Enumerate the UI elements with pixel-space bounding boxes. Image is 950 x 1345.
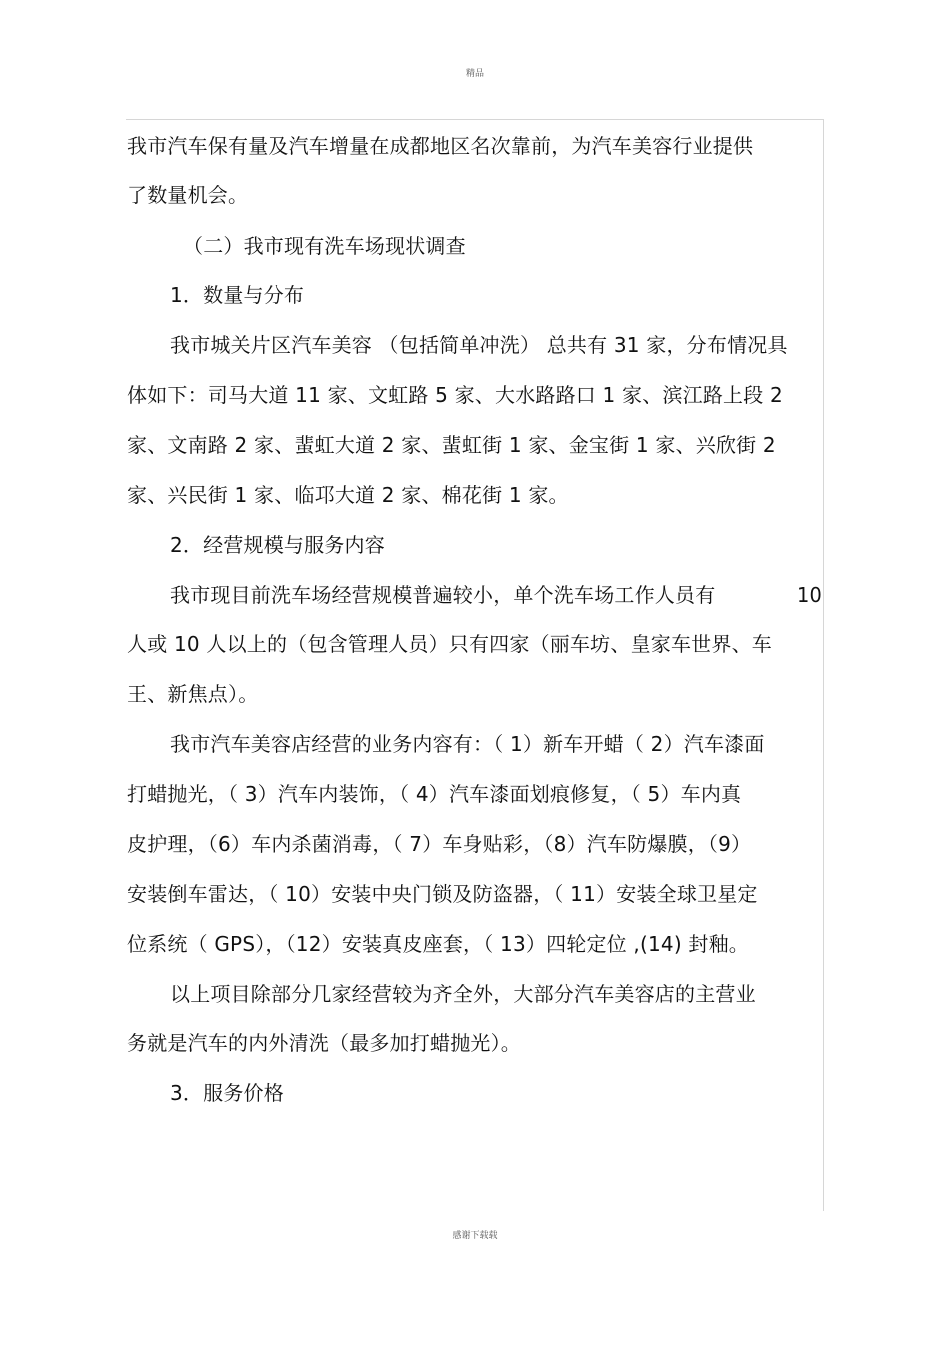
paragraph-line: 务就是汽车的内外清洗（最多加打蜡抛光）。 [127,1031,521,1055]
page-header-mark: 精品 [465,69,484,79]
paragraph-line: 安装倒车雷达，（ 10）安装中央门锁及防盗器，（ 11）安装全球卫星定 [127,882,758,906]
paragraph-line: 皮护理，（6）车内杀菌消毒，（ 7）车身贴彩，（8）汽车防爆膜，（9） [127,832,752,856]
paragraph-line: 了数量机会。 [127,183,249,207]
paragraph-line: 我市汽车美容店经营的业务内容有：（ 1）新车开蜡（ 2）汽车漆面 [170,732,765,756]
right-border-rule [823,119,824,1211]
paragraph-line: 我市城关片区汽车美容 （包括简单冲洗） 总共有 31 家，分布情况具 [170,333,788,357]
paragraph-line: 家、文南路 2 家、蜚虹大道 2 家、蜚虹街 1 家、金宝街 1 家、兴欣街 2 [127,433,776,457]
paragraph-line: 位系统（ GPS），（12）安装真皮座套，（ 13）四轮定位 ,(14) 封釉。 [127,932,749,956]
paragraph-line: 打蜡抛光，（ 3）汽车内装饰，（ 4）汽车漆面划痕修复，（ 5）车内真 [127,782,742,806]
paragraph-line: 以上项目除部分几家经营较为齐全外，大部分汽车美容店的主营业 [170,982,756,1006]
paragraph-line-number: 10 [797,583,823,607]
paragraph-line: 体如下：司马大道 11 家、文虹路 5 家、大水路路口 1 家、滨江路上段 2 [127,383,783,407]
page-footer-mark: 感谢下载载 [452,1231,498,1241]
paragraph-line: 人或 10 人以上的（包含管理人员）只有四家（丽车坊、皇家车世界、车 [127,632,772,656]
paragraph-line: 王、新焦点）。 [127,682,259,706]
subsection-heading: 2．经营规模与服务内容 [170,533,385,557]
paragraph-line: 我市汽车保有量及汽车增量在成都地区名次靠前，为汽车美容行业提供 [127,134,754,158]
paragraph-line: 家、兴民街 1 家、临邛大道 2 家、棉花街 1 家。 [127,483,569,507]
subsection-heading: 1．数量与分布 [170,283,305,307]
section-heading: （二）我市现有洗车场现状调查 [183,234,466,258]
subsection-heading: 3．服务价格 [170,1081,284,1105]
paragraph-line: 我市现目前洗车场经营规模普遍较小，单个洗车场工作人员有 [170,583,716,607]
top-border-rule [126,119,824,120]
